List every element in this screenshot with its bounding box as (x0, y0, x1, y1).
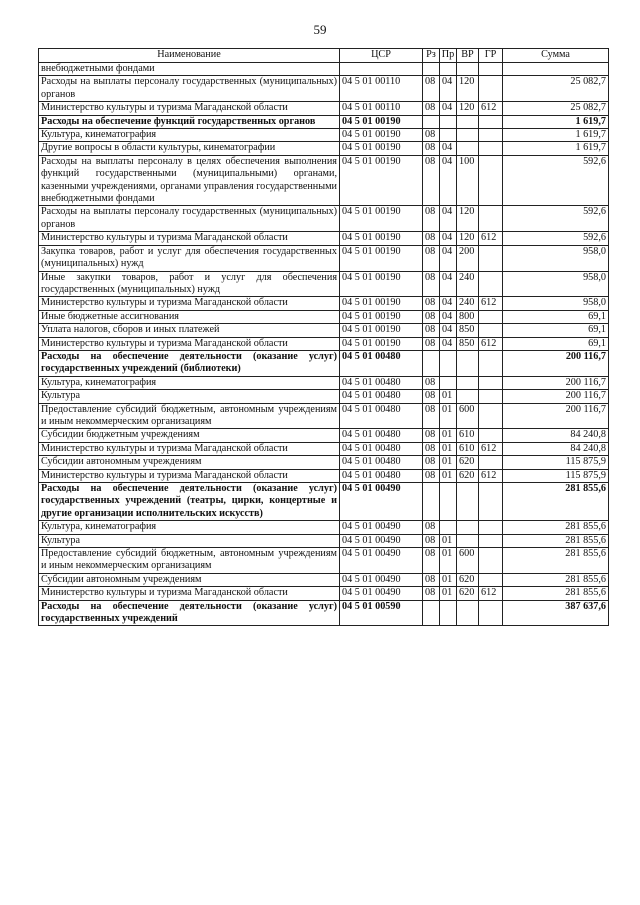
cell-pr (440, 521, 457, 534)
cell-sum: 200 116,7 (503, 390, 609, 403)
cell-gr (479, 376, 503, 389)
cell-rz: 08 (423, 442, 440, 455)
cell-pr (440, 483, 457, 521)
cell-pr: 04 (440, 245, 457, 271)
cell-pr (440, 376, 457, 389)
cell-sum: 592,6 (503, 155, 609, 206)
cell-rz (423, 600, 440, 626)
cell-vr: 120 (457, 102, 479, 115)
cell-vr: 800 (457, 310, 479, 323)
cell-vr (457, 534, 479, 547)
cell-name: Иные бюджетные ассигнования (39, 310, 340, 323)
cell-rz: 08 (423, 337, 440, 350)
cell-name: Уплата налогов, сборов и иных платежей (39, 324, 340, 337)
table-row (39, 429, 609, 442)
cell-name: Другие вопросы в области культуры, кинематографии (39, 142, 340, 155)
cell-pr: 04 (440, 206, 457, 232)
cell-sum: 592,6 (503, 232, 609, 245)
cell-name: Министерство культуры и туризма Магаданской области (39, 232, 340, 245)
cell-gr (479, 534, 503, 547)
cell-gr (479, 155, 503, 206)
cell-pr: 04 (440, 337, 457, 350)
cell-rz: 08 (423, 232, 440, 245)
cell-vr (457, 63, 479, 76)
cell-pr: 01 (440, 403, 457, 429)
cell-gr: 612 (479, 442, 503, 455)
cell-pr: 04 (440, 232, 457, 245)
cell-vr (457, 390, 479, 403)
cell-vr (457, 521, 479, 534)
cell-sum: 84 240,8 (503, 442, 609, 455)
cell-sum: 281 855,6 (503, 521, 609, 534)
cell-gr (479, 483, 503, 521)
cell-name: Культура (39, 390, 340, 403)
cell-sum (503, 63, 609, 76)
table-row (39, 155, 609, 206)
cell-name: Культура (39, 534, 340, 547)
cell-rz: 08 (423, 456, 440, 469)
cell-vr: 120 (457, 206, 479, 232)
table-row (39, 129, 609, 142)
cell-sum: 1 619,7 (503, 142, 609, 155)
table-row (39, 600, 609, 626)
cell-rz: 08 (423, 587, 440, 600)
cell-csr: 04 5 01 00490 (340, 573, 423, 586)
cell-rz: 08 (423, 469, 440, 482)
cell-vr: 240 (457, 271, 479, 297)
cell-vr (457, 142, 479, 155)
cell-name: Иные закупки товаров, работ и услуг для обеспечения государственных (муниципальных) нужд (39, 271, 340, 297)
cell-name: Предоставление субсидий бюджетным, автономным учреждениям и иным некоммерческим организациям (39, 403, 340, 429)
cell-csr: 04 5 01 00190 (340, 206, 423, 232)
cell-sum: 69,1 (503, 337, 609, 350)
cell-pr (440, 129, 457, 142)
header-sum: Сумма (503, 49, 609, 63)
cell-pr: 01 (440, 469, 457, 482)
cell-gr: 612 (479, 469, 503, 482)
cell-rz: 08 (423, 548, 440, 574)
cell-csr: 04 5 01 00480 (340, 429, 423, 442)
cell-rz: 08 (423, 206, 440, 232)
cell-csr: 04 5 01 00490 (340, 548, 423, 574)
cell-gr: 612 (479, 297, 503, 310)
cell-sum: 958,0 (503, 271, 609, 297)
cell-rz: 08 (423, 142, 440, 155)
cell-name: Субсидии бюджетным учреждениям (39, 429, 340, 442)
cell-csr: 04 5 01 00190 (340, 271, 423, 297)
page-number: 59 (313, 22, 327, 37)
cell-sum: 200 116,7 (503, 376, 609, 389)
cell-sum: 1 619,7 (503, 115, 609, 128)
cell-rz: 08 (423, 521, 440, 534)
cell-csr: 04 5 01 00190 (340, 245, 423, 271)
cell-pr: 04 (440, 324, 457, 337)
cell-vr (457, 376, 479, 389)
cell-csr: 04 5 01 00480 (340, 403, 423, 429)
cell-vr: 620 (457, 587, 479, 600)
cell-gr (479, 573, 503, 586)
cell-vr: 120 (457, 76, 479, 102)
table-row (39, 206, 609, 232)
cell-vr: 620 (457, 456, 479, 469)
table-row (39, 456, 609, 469)
cell-sum: 200 116,7 (503, 350, 609, 376)
cell-pr (440, 350, 457, 376)
cell-rz: 08 (423, 429, 440, 442)
table-row (39, 142, 609, 155)
cell-name: Предоставление субсидий бюджетным, автономным учреждениям и иным некоммерческим организациям (39, 548, 340, 574)
cell-vr: 620 (457, 469, 479, 482)
cell-rz: 08 (423, 76, 440, 102)
cell-gr (479, 115, 503, 128)
cell-sum: 1 619,7 (503, 129, 609, 142)
cell-sum: 115 875,9 (503, 469, 609, 482)
cell-csr: 04 5 01 00190 (340, 337, 423, 350)
cell-name: Культура, кинематография (39, 129, 340, 142)
cell-sum: 25 082,7 (503, 102, 609, 115)
cell-csr: 04 5 01 00190 (340, 310, 423, 323)
cell-pr (440, 600, 457, 626)
cell-gr: 612 (479, 587, 503, 600)
cell-pr: 01 (440, 390, 457, 403)
table-row (39, 245, 609, 271)
cell-gr (479, 600, 503, 626)
cell-vr: 600 (457, 548, 479, 574)
cell-pr: 01 (440, 456, 457, 469)
cell-pr: 04 (440, 76, 457, 102)
cell-csr: 04 5 01 00110 (340, 102, 423, 115)
table-row (39, 403, 609, 429)
table-row (39, 376, 609, 389)
cell-name: Расходы на обеспечение деятельности (оказание услуг) государственных учреждений (39, 600, 340, 626)
table-row (39, 310, 609, 323)
table-row (39, 390, 609, 403)
cell-csr: 04 5 01 00590 (340, 600, 423, 626)
table-row (39, 76, 609, 102)
cell-rz: 08 (423, 129, 440, 142)
table-row (39, 573, 609, 586)
cell-gr (479, 63, 503, 76)
cell-gr (479, 390, 503, 403)
cell-csr: 04 5 01 00190 (340, 142, 423, 155)
cell-rz: 08 (423, 390, 440, 403)
cell-csr: 04 5 01 00480 (340, 350, 423, 376)
header-name: Наименование (39, 49, 340, 63)
cell-sum: 281 855,6 (503, 548, 609, 574)
cell-vr: 120 (457, 232, 479, 245)
cell-sum: 281 855,6 (503, 483, 609, 521)
cell-vr: 850 (457, 324, 479, 337)
cell-rz (423, 483, 440, 521)
cell-csr: 04 5 01 00190 (340, 115, 423, 128)
table-row (39, 324, 609, 337)
table-row (39, 297, 609, 310)
cell-sum: 958,0 (503, 245, 609, 271)
table-body (39, 63, 609, 626)
cell-csr: 04 5 01 00110 (340, 76, 423, 102)
cell-csr: 04 5 01 00490 (340, 483, 423, 521)
table-row (39, 521, 609, 534)
cell-gr (479, 129, 503, 142)
cell-sum: 25 082,7 (503, 76, 609, 102)
cell-sum: 69,1 (503, 324, 609, 337)
cell-gr (479, 456, 503, 469)
cell-name: Расходы на выплаты персоналу государственных (муниципальных) органов (39, 206, 340, 232)
cell-name: Культура, кинематография (39, 376, 340, 389)
cell-gr (479, 324, 503, 337)
cell-csr: 04 5 01 00190 (340, 232, 423, 245)
cell-vr (457, 115, 479, 128)
cell-csr: 04 5 01 00490 (340, 534, 423, 547)
table-row (39, 534, 609, 547)
cell-sum: 281 855,6 (503, 573, 609, 586)
cell-sum: 387 637,6 (503, 600, 609, 626)
cell-csr: 04 5 01 00480 (340, 390, 423, 403)
cell-name: Расходы на выплаты персоналу в целях обеспечения выполнения функций государственными (муниципальными) органами, казенными учреждениями, органами управления государственными внебюджетными фондами (39, 155, 340, 206)
table-row (39, 271, 609, 297)
cell-pr: 01 (440, 587, 457, 600)
cell-name: Министерство культуры и туризма Магаданской области (39, 442, 340, 455)
cell-csr (340, 63, 423, 76)
cell-pr: 04 (440, 142, 457, 155)
cell-gr (479, 403, 503, 429)
cell-gr (479, 76, 503, 102)
table-row (39, 469, 609, 482)
cell-sum: 115 875,9 (503, 456, 609, 469)
cell-vr: 200 (457, 245, 479, 271)
cell-sum: 200 116,7 (503, 403, 609, 429)
header-csr: ЦСР (340, 49, 423, 63)
cell-name: Субсидии автономным учреждениям (39, 456, 340, 469)
cell-pr: 01 (440, 534, 457, 547)
table-row (39, 350, 609, 376)
cell-sum: 592,6 (503, 206, 609, 232)
cell-csr: 04 5 01 00490 (340, 521, 423, 534)
table-row (39, 442, 609, 455)
cell-rz: 08 (423, 155, 440, 206)
cell-pr: 04 (440, 102, 457, 115)
budget-table (38, 48, 609, 626)
cell-gr (479, 350, 503, 376)
cell-gr (479, 521, 503, 534)
table-row (39, 232, 609, 245)
cell-vr: 240 (457, 297, 479, 310)
table-row (39, 63, 609, 76)
cell-gr: 612 (479, 232, 503, 245)
cell-name: Министерство культуры и туризма Магаданской области (39, 102, 340, 115)
cell-rz (423, 350, 440, 376)
table-header-row (39, 49, 609, 63)
header-pr: Пр (440, 49, 457, 63)
cell-name: Расходы на обеспечение деятельности (оказание услуг) государственных учреждений (театры, цирки, концертные и другие организации исполнительских искусств) (39, 483, 340, 521)
cell-vr: 610 (457, 442, 479, 455)
cell-gr: 612 (479, 337, 503, 350)
cell-name: Министерство культуры и туризма Магаданской области (39, 337, 340, 350)
cell-csr: 04 5 01 00480 (340, 456, 423, 469)
table-row (39, 337, 609, 350)
cell-gr (479, 245, 503, 271)
cell-pr: 01 (440, 442, 457, 455)
cell-gr (479, 142, 503, 155)
cell-gr (479, 548, 503, 574)
cell-name: Расходы на выплаты персоналу государственных (муниципальных) органов (39, 76, 340, 102)
cell-rz (423, 115, 440, 128)
table-row (39, 483, 609, 521)
cell-csr: 04 5 01 00480 (340, 376, 423, 389)
cell-vr (457, 350, 479, 376)
cell-rz: 08 (423, 534, 440, 547)
cell-csr: 04 5 01 00190 (340, 324, 423, 337)
cell-vr: 850 (457, 337, 479, 350)
cell-pr (440, 115, 457, 128)
header-rz: Рз (423, 49, 440, 63)
cell-name: Министерство культуры и туризма Магаданской области (39, 587, 340, 600)
cell-name: Закупка товаров, работ и услуг для обеспечения государственных (муниципальных) нужд (39, 245, 340, 271)
cell-gr: 612 (479, 102, 503, 115)
cell-rz: 08 (423, 573, 440, 586)
cell-name: Расходы на обеспечение функций государственных органов (39, 115, 340, 128)
cell-csr: 04 5 01 00190 (340, 297, 423, 310)
cell-name: Культура, кинематография (39, 521, 340, 534)
cell-pr: 04 (440, 271, 457, 297)
cell-gr (479, 429, 503, 442)
header-vr: ВР (457, 49, 479, 63)
table-row (39, 115, 609, 128)
cell-csr: 04 5 01 00490 (340, 587, 423, 600)
cell-vr: 620 (457, 573, 479, 586)
cell-vr (457, 129, 479, 142)
cell-sum: 69,1 (503, 310, 609, 323)
table-row (39, 548, 609, 574)
cell-name: внебюджетными фондами (39, 63, 340, 76)
cell-sum: 84 240,8 (503, 429, 609, 442)
cell-pr: 04 (440, 310, 457, 323)
cell-sum: 281 855,6 (503, 587, 609, 600)
cell-sum: 958,0 (503, 297, 609, 310)
cell-rz: 08 (423, 376, 440, 389)
cell-rz: 08 (423, 102, 440, 115)
cell-rz: 08 (423, 271, 440, 297)
cell-pr (440, 63, 457, 76)
cell-csr: 04 5 01 00480 (340, 469, 423, 482)
cell-rz: 08 (423, 324, 440, 337)
cell-name: Субсидии автономным учреждениям (39, 573, 340, 586)
cell-gr (479, 271, 503, 297)
cell-pr: 01 (440, 573, 457, 586)
cell-csr: 04 5 01 00480 (340, 442, 423, 455)
cell-name: Расходы на обеспечение деятельности (оказание услуг) государственных учреждений (библиотеки) (39, 350, 340, 376)
cell-rz: 08 (423, 297, 440, 310)
table-row (39, 102, 609, 115)
cell-csr: 04 5 01 00190 (340, 129, 423, 142)
cell-gr (479, 310, 503, 323)
cell-rz: 08 (423, 403, 440, 429)
cell-pr: 01 (440, 548, 457, 574)
table-row (39, 587, 609, 600)
cell-sum: 281 855,6 (503, 534, 609, 547)
cell-pr: 04 (440, 155, 457, 206)
cell-name: Министерство культуры и туризма Магаданской области (39, 469, 340, 482)
cell-rz: 08 (423, 310, 440, 323)
cell-vr: 600 (457, 403, 479, 429)
cell-vr: 100 (457, 155, 479, 206)
cell-vr (457, 600, 479, 626)
cell-gr (479, 206, 503, 232)
cell-csr: 04 5 01 00190 (340, 155, 423, 206)
cell-name: Министерство культуры и туризма Магаданской области (39, 297, 340, 310)
cell-pr: 01 (440, 429, 457, 442)
cell-pr: 04 (440, 297, 457, 310)
cell-vr (457, 483, 479, 521)
cell-vr: 610 (457, 429, 479, 442)
cell-rz: 08 (423, 245, 440, 271)
cell-rz (423, 63, 440, 76)
header-gr: ГР (479, 49, 503, 63)
